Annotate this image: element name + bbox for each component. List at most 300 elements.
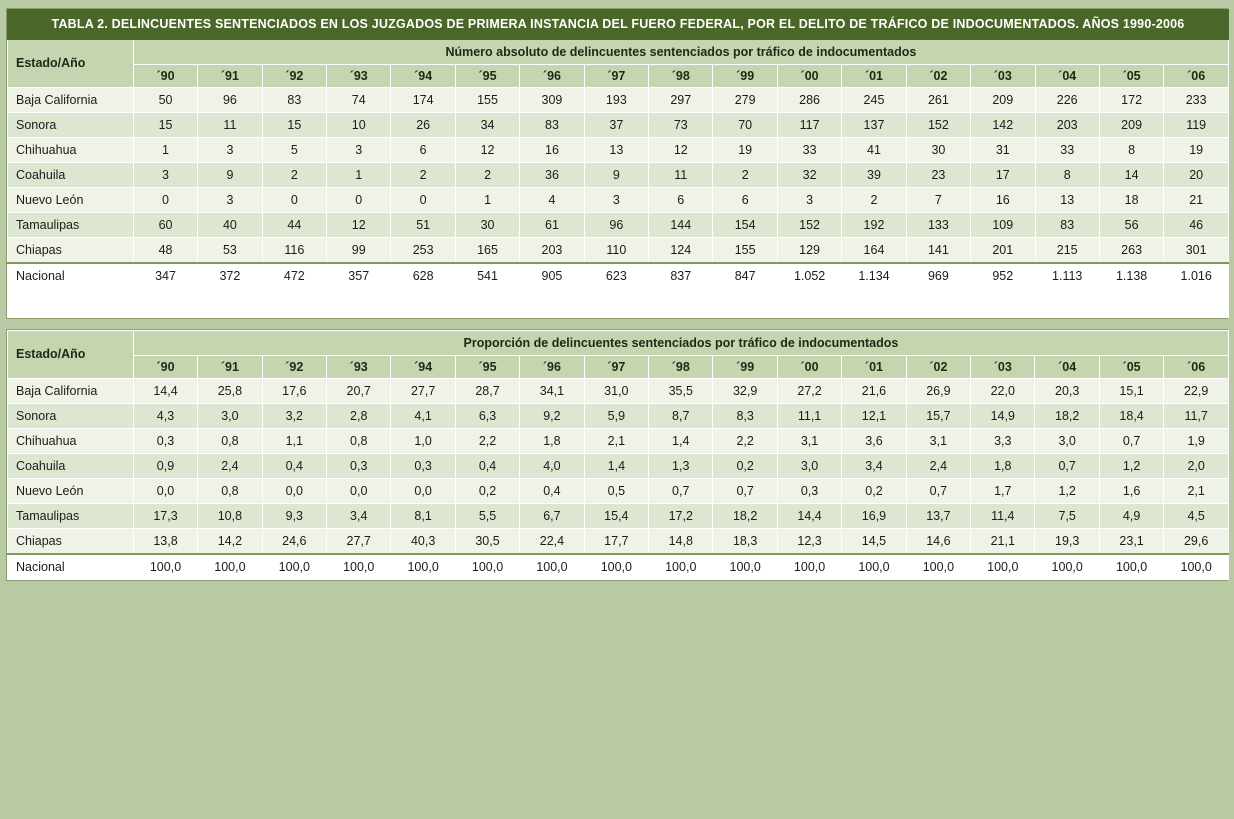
year-header-1-14: ´04 (1035, 64, 1099, 87)
cell: 628 (391, 263, 455, 289)
year-header-2-4: ´94 (391, 355, 455, 378)
cell: 46 (1164, 212, 1229, 237)
cell: 12,3 (777, 528, 841, 554)
cell: 100,0 (455, 554, 519, 580)
cell: 0,3 (391, 453, 455, 478)
cell: 0,7 (713, 478, 777, 503)
cell: 24,6 (262, 528, 326, 554)
cell: 3,3 (971, 428, 1035, 453)
cell: 27,7 (391, 378, 455, 403)
cell: 8 (1099, 137, 1163, 162)
cell: 0,2 (455, 478, 519, 503)
year-header-1-9: ´99 (713, 64, 777, 87)
cell: 100,0 (777, 554, 841, 580)
cell: 8 (1035, 162, 1099, 187)
row-label-header-2: Estado/Año (8, 330, 134, 378)
row-label: Tamaulipas (8, 212, 134, 237)
cell: 9,3 (262, 503, 326, 528)
year-header-2-12: ´02 (906, 355, 970, 378)
year-header-2-16: ´06 (1164, 355, 1229, 378)
cell: 9 (198, 162, 262, 187)
cell: 155 (713, 237, 777, 263)
year-header-1-0: ´90 (133, 64, 197, 87)
cell: 39 (842, 162, 906, 187)
cell: 100,0 (649, 554, 713, 580)
cell: 154 (713, 212, 777, 237)
cell: 11,1 (777, 403, 841, 428)
cell: 50 (133, 87, 197, 112)
cell: 152 (777, 212, 841, 237)
cell: 56 (1099, 212, 1163, 237)
cell: 124 (649, 237, 713, 263)
year-header-2-6: ´96 (520, 355, 584, 378)
row-label: Coahuila (8, 162, 134, 187)
cell: 0,2 (842, 478, 906, 503)
cell: 1,8 (520, 428, 584, 453)
cell: 29,6 (1164, 528, 1229, 554)
row-label: Nacional (8, 554, 134, 580)
year-header-2-15: ´05 (1099, 355, 1163, 378)
cell: 26 (391, 112, 455, 137)
page-title: TABLA 2. DELINCUENTES SENTENCIADOS EN LOS JUZGADOS DE PRIMERA INSTANCIA DEL FUERO FEDERAL, POR EL DELITO DE TRÁFICO DE INDOCUMENTADOS. AÑOS 1990-2006 (8, 10, 1229, 40)
cell: 3 (584, 187, 648, 212)
cell: 14,8 (649, 528, 713, 554)
cell: 30 (455, 212, 519, 237)
cell: 4,0 (520, 453, 584, 478)
cell: 20,3 (1035, 378, 1099, 403)
cell: 2,0 (1164, 453, 1229, 478)
year-header-2-2: ´92 (262, 355, 326, 378)
cell: 1,2 (1099, 453, 1163, 478)
cell: 109 (971, 212, 1035, 237)
cell: 53 (198, 237, 262, 263)
cell: 0,3 (777, 478, 841, 503)
cell: 472 (262, 263, 326, 289)
row-label: Nuevo León (8, 478, 134, 503)
cell: 100,0 (1035, 554, 1099, 580)
cell: 129 (777, 237, 841, 263)
cell: 16 (520, 137, 584, 162)
cell: 100,0 (713, 554, 777, 580)
cell: 13,7 (906, 503, 970, 528)
cell: 245 (842, 87, 906, 112)
cell: 44 (262, 212, 326, 237)
cell: 0,3 (133, 428, 197, 453)
cell: 9,2 (520, 403, 584, 428)
cell: 73 (649, 112, 713, 137)
cell: 8,1 (391, 503, 455, 528)
year-header-1-1: ´91 (198, 64, 262, 87)
cell: 18,4 (1099, 403, 1163, 428)
cell: 301 (1164, 237, 1229, 263)
table-row (8, 428, 1229, 453)
cell: 1.113 (1035, 263, 1099, 289)
cell: 17 (971, 162, 1035, 187)
year-header-2-1: ´91 (198, 355, 262, 378)
cell: 201 (971, 237, 1035, 263)
cell: 16,9 (842, 503, 906, 528)
cell: 100,0 (198, 554, 262, 580)
cell: 60 (133, 212, 197, 237)
year-header-1-12: ´02 (906, 64, 970, 87)
cell: 3,1 (906, 428, 970, 453)
cell: 1,1 (262, 428, 326, 453)
row-label: Chiapas (8, 528, 134, 554)
table-absolute (7, 9, 1229, 318)
row-label-header-1: Estado/Año (8, 39, 134, 87)
cell: 3 (198, 187, 262, 212)
cell: 30,5 (455, 528, 519, 554)
year-header-1-15: ´05 (1099, 64, 1163, 87)
year-header-2-11: ´01 (842, 355, 906, 378)
cell: 18,2 (713, 503, 777, 528)
cell: 0,8 (198, 428, 262, 453)
cell: 1,4 (649, 428, 713, 453)
cell: 2,1 (1164, 478, 1229, 503)
cell: 0 (327, 187, 391, 212)
cell: 3,0 (198, 403, 262, 428)
cell: 1 (327, 162, 391, 187)
cell: 3,1 (777, 428, 841, 453)
cell: 165 (455, 237, 519, 263)
table-row (8, 403, 1229, 428)
cell: 34 (455, 112, 519, 137)
cell: 3 (777, 187, 841, 212)
cell: 226 (1035, 87, 1099, 112)
cell: 18 (1099, 187, 1163, 212)
table-spacer (8, 288, 1229, 317)
cell: 0,4 (455, 453, 519, 478)
cell: 172 (1099, 87, 1163, 112)
cell: 1,6 (1099, 478, 1163, 503)
cell: 51 (391, 212, 455, 237)
cell: 0 (133, 187, 197, 212)
cell: 6,3 (455, 403, 519, 428)
row-label: Chiapas (8, 237, 134, 263)
cell: 17,2 (649, 503, 713, 528)
cell: 3 (327, 137, 391, 162)
year-header-1-10: ´00 (777, 64, 841, 87)
cell: 952 (971, 263, 1035, 289)
cell: 233 (1164, 87, 1229, 112)
cell: 0,0 (133, 478, 197, 503)
cell: 4 (520, 187, 584, 212)
cell: 174 (391, 87, 455, 112)
cell: 2,1 (584, 428, 648, 453)
cell: 10 (327, 112, 391, 137)
cell: 0,9 (133, 453, 197, 478)
year-header-1-11: ´01 (842, 64, 906, 87)
cell: 14,4 (133, 378, 197, 403)
cell: 19 (1164, 137, 1229, 162)
table-block-proportion (6, 329, 1228, 581)
cell: 21 (1164, 187, 1229, 212)
cell: 14,5 (842, 528, 906, 554)
table-row (8, 528, 1229, 554)
cell: 286 (777, 87, 841, 112)
spacer-cell (8, 288, 1229, 317)
row-label: Coahuila (8, 453, 134, 478)
cell: 0,7 (906, 478, 970, 503)
cell: 0,7 (1099, 428, 1163, 453)
cell: 1,8 (971, 453, 1035, 478)
year-header-1-6: ´96 (520, 64, 584, 87)
year-header-2-0: ´90 (133, 355, 197, 378)
cell: 0,5 (584, 478, 648, 503)
cell: 11,4 (971, 503, 1035, 528)
cell: 15,4 (584, 503, 648, 528)
cell: 27,7 (327, 528, 391, 554)
cell: 96 (584, 212, 648, 237)
cell: 100,0 (520, 554, 584, 580)
cell: 110 (584, 237, 648, 263)
cell: 18,3 (713, 528, 777, 554)
cell: 164 (842, 237, 906, 263)
cell: 100,0 (842, 554, 906, 580)
row-label: Baja California (8, 87, 134, 112)
cell: 2,4 (906, 453, 970, 478)
table-row (8, 503, 1229, 528)
cell: 6 (649, 187, 713, 212)
year-header-1-3: ´93 (327, 64, 391, 87)
cell: 5,5 (455, 503, 519, 528)
year-header-2-13: ´03 (971, 355, 1035, 378)
cell: 16 (971, 187, 1035, 212)
cell: 33 (1035, 137, 1099, 162)
cell: 13,8 (133, 528, 197, 554)
cell: 1,3 (649, 453, 713, 478)
cell: 209 (971, 87, 1035, 112)
cell: 4,1 (391, 403, 455, 428)
cell: 31 (971, 137, 1035, 162)
cell: 357 (327, 263, 391, 289)
cell: 3 (198, 137, 262, 162)
cell: 15,1 (1099, 378, 1163, 403)
cell: 12,1 (842, 403, 906, 428)
cell: 209 (1099, 112, 1163, 137)
section-header-row-1 (8, 39, 1229, 64)
cell: 3,0 (777, 453, 841, 478)
cell: 6,7 (520, 503, 584, 528)
cell: 2,2 (713, 428, 777, 453)
cell: 14,6 (906, 528, 970, 554)
cell: 193 (584, 87, 648, 112)
cell: 28,7 (455, 378, 519, 403)
cell: 12 (455, 137, 519, 162)
cell: 100,0 (1099, 554, 1163, 580)
cell: 0,2 (713, 453, 777, 478)
table-row-total (8, 554, 1229, 580)
cell: 35,5 (649, 378, 713, 403)
section-title-2: Proporción de delincuentes sentenciados por tráfico de indocumentados (133, 330, 1228, 355)
cell: 2,2 (455, 428, 519, 453)
cell: 10,8 (198, 503, 262, 528)
section-title-1: Número absoluto de delincuentes sentenciados por tráfico de indocumentados (133, 39, 1228, 64)
cell: 17,3 (133, 503, 197, 528)
cell: 17,6 (262, 378, 326, 403)
cell: 20 (1164, 162, 1229, 187)
cell: 2 (713, 162, 777, 187)
cell: 347 (133, 263, 197, 289)
cell: 215 (1035, 237, 1099, 263)
cell: 8,7 (649, 403, 713, 428)
cell: 2 (842, 187, 906, 212)
cell: 3 (133, 162, 197, 187)
year-header-2-3: ´93 (327, 355, 391, 378)
cell: 41 (842, 137, 906, 162)
cell: 22,4 (520, 528, 584, 554)
cell: 5 (262, 137, 326, 162)
cell: 847 (713, 263, 777, 289)
table-row (8, 212, 1229, 237)
table-row (8, 137, 1229, 162)
cell: 100,0 (391, 554, 455, 580)
cell: 14 (1099, 162, 1163, 187)
cell: 34,1 (520, 378, 584, 403)
row-label: Baja California (8, 378, 134, 403)
cell: 21,1 (971, 528, 1035, 554)
cell: 61 (520, 212, 584, 237)
year-header-2-7: ´97 (584, 355, 648, 378)
cell: 99 (327, 237, 391, 263)
cell: 25,8 (198, 378, 262, 403)
cell: 1,7 (971, 478, 1035, 503)
cell: 4,5 (1164, 503, 1229, 528)
table-row (8, 453, 1229, 478)
cell: 15 (133, 112, 197, 137)
cell: 26,9 (906, 378, 970, 403)
table-row (8, 237, 1229, 263)
cell: 203 (1035, 112, 1099, 137)
cell: 36 (520, 162, 584, 187)
cell: 0,3 (327, 453, 391, 478)
table-row (8, 378, 1229, 403)
year-header-1-13: ´03 (971, 64, 1035, 87)
cell: 0,8 (198, 478, 262, 503)
cell: 7 (906, 187, 970, 212)
cell: 969 (906, 263, 970, 289)
cell: 40,3 (391, 528, 455, 554)
cell: 3,0 (1035, 428, 1099, 453)
table-gap (6, 319, 1228, 329)
cell: 19 (713, 137, 777, 162)
cell: 1.016 (1164, 263, 1229, 289)
cell: 100,0 (133, 554, 197, 580)
cell: 1 (455, 187, 519, 212)
table-block-absolute (6, 8, 1228, 319)
cell: 0,4 (262, 453, 326, 478)
table-row (8, 187, 1229, 212)
year-header-1-8: ´98 (649, 64, 713, 87)
cell: 2 (262, 162, 326, 187)
cell: 100,0 (1164, 554, 1229, 580)
cell: 4,9 (1099, 503, 1163, 528)
cell: 40 (198, 212, 262, 237)
cell: 142 (971, 112, 1035, 137)
cell: 22,9 (1164, 378, 1229, 403)
year-header-2-9: ´99 (713, 355, 777, 378)
cell: 23 (906, 162, 970, 187)
cell: 32 (777, 162, 841, 187)
cell: 3,6 (842, 428, 906, 453)
cell: 0,0 (327, 478, 391, 503)
cell: 14,9 (971, 403, 1035, 428)
cell: 0,0 (391, 478, 455, 503)
cell: 837 (649, 263, 713, 289)
row-label: Nacional (8, 263, 134, 289)
cell: 33 (777, 137, 841, 162)
cell: 905 (520, 263, 584, 289)
row-label: Sonora (8, 403, 134, 428)
cell: 2 (391, 162, 455, 187)
cell: 32,9 (713, 378, 777, 403)
table-row (8, 112, 1229, 137)
table-row-total (8, 263, 1229, 289)
cell: 203 (520, 237, 584, 263)
row-label: Chihuahua (8, 428, 134, 453)
table-row (8, 87, 1229, 112)
cell: 100,0 (262, 554, 326, 580)
year-header-1-5: ´95 (455, 64, 519, 87)
cell: 4,3 (133, 403, 197, 428)
cell: 6 (391, 137, 455, 162)
cell: 261 (906, 87, 970, 112)
cell: 83 (520, 112, 584, 137)
cell: 83 (262, 87, 326, 112)
cell: 8,3 (713, 403, 777, 428)
cell: 0 (391, 187, 455, 212)
cell: 541 (455, 263, 519, 289)
cell: 5,9 (584, 403, 648, 428)
cell: 37 (584, 112, 648, 137)
cell: 1,2 (1035, 478, 1099, 503)
cell: 74 (327, 87, 391, 112)
section-header-row-2 (8, 330, 1229, 355)
cell: 133 (906, 212, 970, 237)
year-header-1-2: ´92 (262, 64, 326, 87)
cell: 9 (584, 162, 648, 187)
row-label: Sonora (8, 112, 134, 137)
row-label: Chihuahua (8, 137, 134, 162)
cell: 70 (713, 112, 777, 137)
cell: 3,2 (262, 403, 326, 428)
cell: 83 (1035, 212, 1099, 237)
cell: 1.134 (842, 263, 906, 289)
cell: 13 (1035, 187, 1099, 212)
cell: 22,0 (971, 378, 1035, 403)
table-row (8, 162, 1229, 187)
cell: 0,0 (262, 478, 326, 503)
cell: 48 (133, 237, 197, 263)
cell: 623 (584, 263, 648, 289)
cell: 15,7 (906, 403, 970, 428)
cell: 152 (906, 112, 970, 137)
cell: 3,4 (327, 503, 391, 528)
cell: 12 (649, 137, 713, 162)
cell: 14,2 (198, 528, 262, 554)
cell: 27,2 (777, 378, 841, 403)
cell: 2,8 (327, 403, 391, 428)
cell: 1,0 (391, 428, 455, 453)
year-header-2-10: ´00 (777, 355, 841, 378)
cell: 11,7 (1164, 403, 1229, 428)
cell: 6 (713, 187, 777, 212)
cell: 0,8 (327, 428, 391, 453)
cell: 7,5 (1035, 503, 1099, 528)
year-header-row-1 (8, 64, 1229, 87)
cell: 3,4 (842, 453, 906, 478)
cell: 1.052 (777, 263, 841, 289)
